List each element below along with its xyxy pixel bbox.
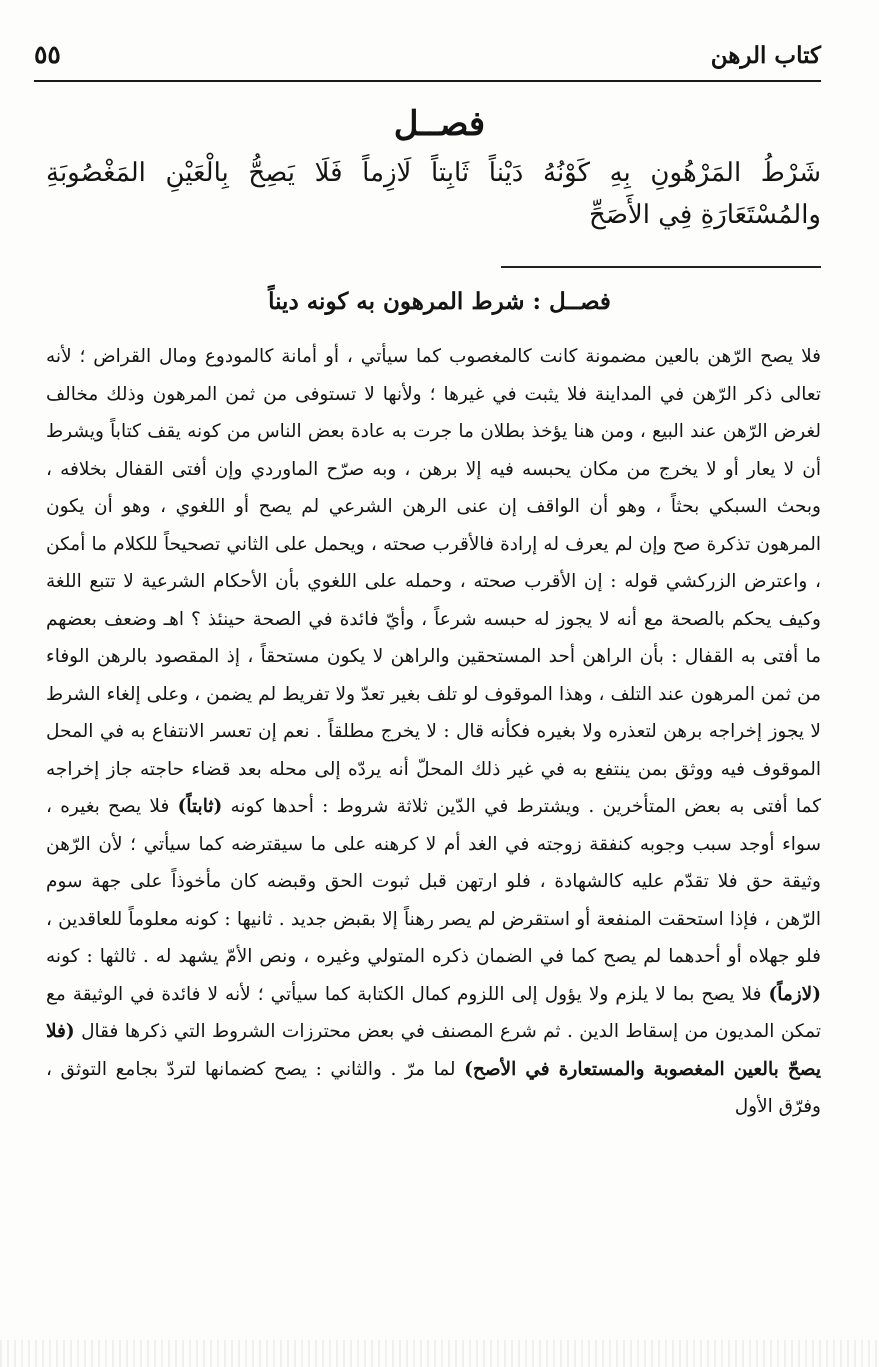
commentary-body (46, 338, 821, 1126)
matn-text: شَرْطُ المَرْهُونِ بِهِ كَوْنُهُ دَيْناً ثَابِتاً لَازِماً فَلَا يَصِحُّ بِالْعَيْنِ المَغْصُوبَةِ والمُسْتَعَارَةِ فِي الأَصَحِّ (46, 158, 821, 230)
matn-divider (501, 266, 821, 268)
scan-noise (0, 1340, 879, 1367)
commentary-text: فلا يصح بما لا يلزم ولا يؤول إلى اللزوم كمال الكتابة كما سيأتي ؛ لأنه لا فائدة في الوثيقة مع تمكن المديون من إسقاط الدين . ثم شرع المصنف في بعض محترزات الشروط التي ذكرها فقال (46, 983, 821, 1042)
commentary-text: فلا يصح بغيره ، سواء أوجد سبب وجوبه كنفقة زوجته في الغد أم لا كرهنه على ما سيقترضه كما سيأتي ؛ لأن الرّهن وثيقة حق فلا تقدّم عليه كالشهادة ، فلو ارتهن قبل ثبوت الحق وقبضه كان مأخوذاً على جهة سوم الرّهن ، فإذا استحقت المنفعة أو استقرض لم يصر رهناً إلا بقبض جديد . ثانيها : كونه معلوماً للعاقدين ، فلو جهلاه أو أحدهما لم يصح كما في الضمان ذكره المتولي وغيره ، ونص الأمّ يشهد له . ثالثها : كونه (46, 796, 821, 967)
book-title: كتاب الرهن (710, 42, 821, 69)
page-header (34, 36, 821, 82)
commentary-text: فلا يصح الرّهن بالعين مضمونة كانت كالمغصوب كما سيأتي ، أو أمانة كالمودوع ومال القراض ؛ لأنه تعالى ذكر الرّهن في المداينة فلا يثبت في غيرها ؛ ولأنها لا تستوفى من ثمن المرهون وذلك مخالف لغرض الرّهن عند البيع ، ومن هنا يؤخذ بطلان ما جرت به عادة بعض الناس من كونه يقف كتاباً ويشرط أن لا يعار أو لا يخرج من مكان يحبسه فيه إلا برهن ، وبه صرّح الماوردي وإن أفتى القفال بخلافه ، وبحث السبكي بحثاً ، وهو أن الواقف إن عنى الرهن الشرعي لم يصح أو اللغوي ، وهو أن يكون المرهون تذكرة صح وإن لم يعرف له إرادة فالأقرب صحته ، ويحمل على الثاني تصحيحاً للكلام ما أمكن ، واعترض الزركشي قوله : إن الأقرب صحته ، وحمله على اللغوي بأن الأحكام الشرعية لا تتبع اللغة وكيف يحكم بالصحة مع أنه لا يجوز له حبسه شرعاً ، وأيّ فائدة في الصحة حينئذ ؟ اهـ وضعف بعضهم ما أفتى به القفال : بأن الراهن أحد المستحقين والراهن لا يكون مستحقاً ، إذ المقصود بالرهن الوفاء من ثمن المرهون عند التلف ، وهذا الموقوف لو تلف بغير تعدّ ولا تفريط لم يضمن ، وعلى إلغاء الشرط لا يجوز إخراجه برهن لتعذره ولا بغيره فكأنه قال : لا يخرج مطلقاً . نعم إن تعسر الانتفاع به في المحل الموقوف فيه ووثق بمن ينتفع به في غير ذلك المحلّ أنه يردّه إلى محله بعد قضاء حاجته جاز إخراجه كما أفتى به بعض المتأخرين . ويشترط في الدّين ثلاثة شروط : أحدها كونه (46, 346, 821, 817)
commentary-text: لما مرّ . والثاني : يصح كضمانها لتردّ بجامع التوثق ، وفرّق الأول (46, 1058, 821, 1117)
matn-quote: (لازماً) (768, 983, 821, 1005)
matn-quote: (ثابتاً) (177, 796, 223, 817)
page-number: ٥٥ (34, 40, 61, 69)
commentary-heading: فصــل : شرط المرهون به كونه ديناً (268, 288, 611, 315)
section-heading: فصــل (393, 104, 486, 144)
commentary-paragraph (46, 338, 821, 1126)
matn-quote: (فلا يصحّ بالعين المغصوبة والمستعارة في الأصح) (46, 1021, 821, 1080)
